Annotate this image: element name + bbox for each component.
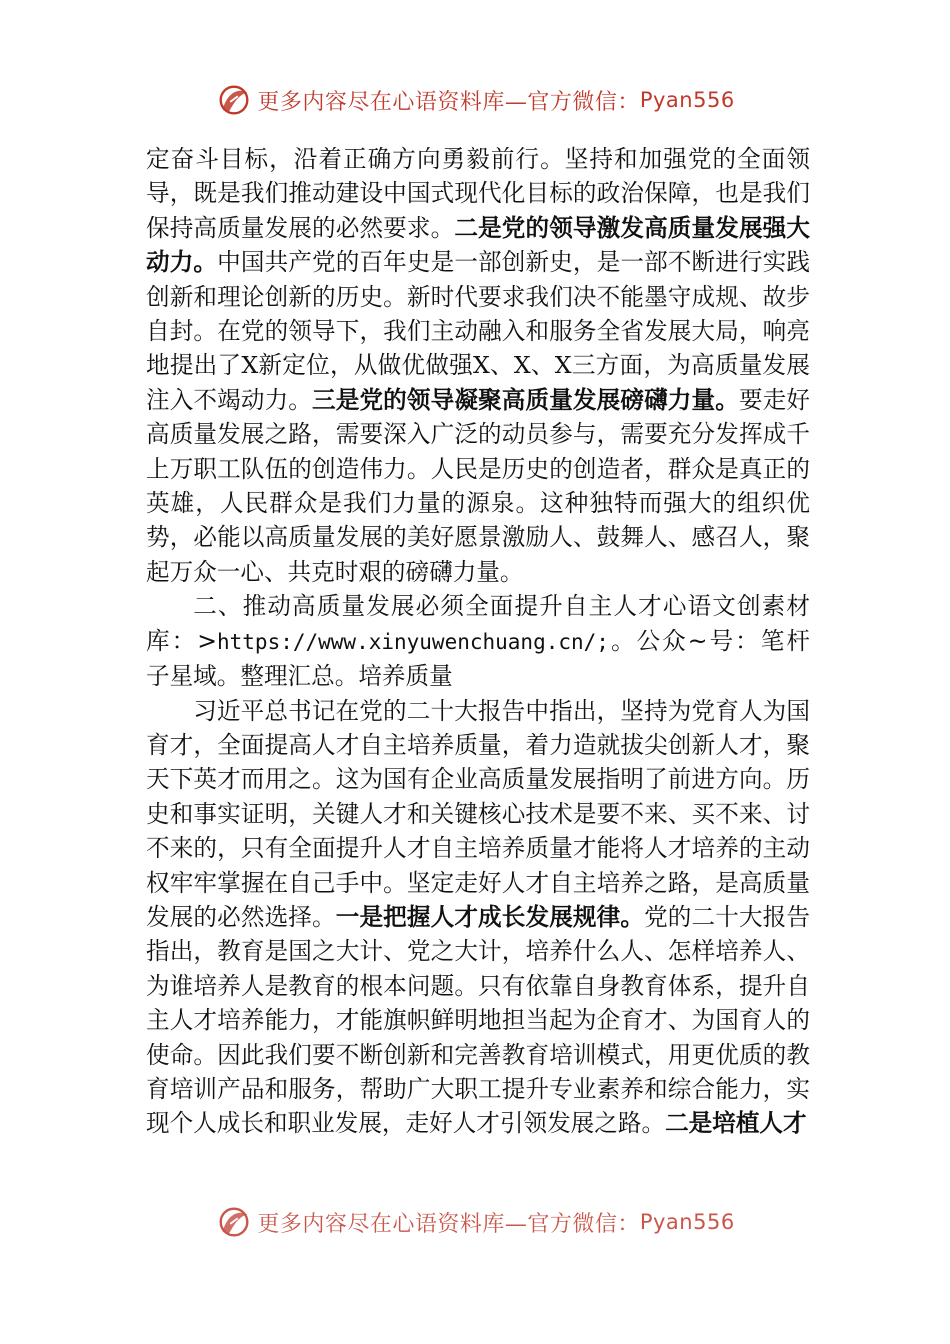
watermark-text: 更多内容尽在心语资料库—官方微信：	[257, 1211, 640, 1237]
watermark-logo-icon	[215, 81, 253, 119]
watermark-wechat-id: Pyan556	[639, 1210, 735, 1234]
paragraph-talent-cultivation	[146, 694, 810, 1141]
bold-point-one: 一是把握人才成长发展规律。	[335, 902, 645, 931]
watermark-footer	[0, 1205, 950, 1239]
section-heading	[146, 589, 810, 693]
bold-point-two-talent: 二是培植人才	[665, 1109, 807, 1138]
watermark-wechat-id: Pyan556	[639, 88, 735, 112]
paragraph-party-leadership	[146, 142, 810, 589]
paragraph-text: 习近平总书记在党的二十大报告中指出，坚持为党育人为国育才，全面提高人才自主培养质量，着力造就拔尖创新人才，聚天下英才而用之。这为国有企业高质量发展指明了前进方向。历史和事实证明，关键人才和关键核心技术是要不来、买不来、讨不来的，只有全面提升人才自主培养质量才能将人才培养的主动权牢牢掌握在自己手中。坚定走好人才自主培养之路，是高质量发展的必然选择。	[146, 696, 810, 931]
watermark-text: 更多内容尽在心语资料库—官方微信：	[257, 89, 640, 115]
watermark-logo-icon	[215, 1205, 253, 1239]
heading-url: https://www.xinyuwenchuang.cn/;	[217, 629, 609, 654]
bold-point-two: 二是党的领导激发高质量发展强大动力。	[146, 213, 810, 277]
paragraph-text: 要走好高质量发展之路，需要深入广泛的动员参与，需要充分发挥成千上万职工队伍的创造伟力。人民是历史的创造者，群众是真正的英雄，人民群众是我们力量的源泉。这种独特而强大的组织优势，必能以高质量发展的美好愿景激励人、鼓舞人、感召人，聚起万众一心、共克时艰的磅礴力量。	[146, 385, 810, 586]
bold-point-three: 三是党的领导凝聚高质量发展磅礴力量。	[312, 385, 739, 414]
document-body	[146, 142, 810, 1141]
paragraph-text: 党的二十大报告指出，教育是国之大计、党之大计，培养什么人、怎样培养人、为谁培养人是教育的根本问题。只有依靠自身教育体系，提升自主人才培养能力，才能旗帜鲜明地担当起为企育才、为国育人的使命。因此我们要不断创新和完善教育培训模式，用更优质的教育培训产品和服务，帮助广大职工提升专业素养和综合能力，实现个人成长和职业发展，走好人才引领发展之路。	[146, 902, 810, 1138]
paragraph-text: 中国共产党的百年史是一部创新史，是一部不断进行实践创新和理论创新的历史。新时代要求我们决不能墨守成规、故步自封。在党的领导下，我们主动融入和服务全省发展大局，响亮地提出了X新定位，从做优做强X、X、X三方面，为高质量发展注入不竭动力。	[146, 248, 810, 414]
heading-text-tail: 。公众~号：笔杆子星域。整理汇总。培养质量	[146, 626, 810, 691]
heading-text: 二、推动高质量发展必须全面提升自主人才心语文创素材库：>	[146, 592, 810, 655]
watermark-header	[0, 80, 950, 120]
paragraph-text: 定奋斗目标，沿着正确方向勇毅前行。坚持和加强党的全面领导，既是我们推动建设中国式现代化目标的政治保障，也是我们保持高质量发展的必然要求。	[146, 145, 810, 242]
